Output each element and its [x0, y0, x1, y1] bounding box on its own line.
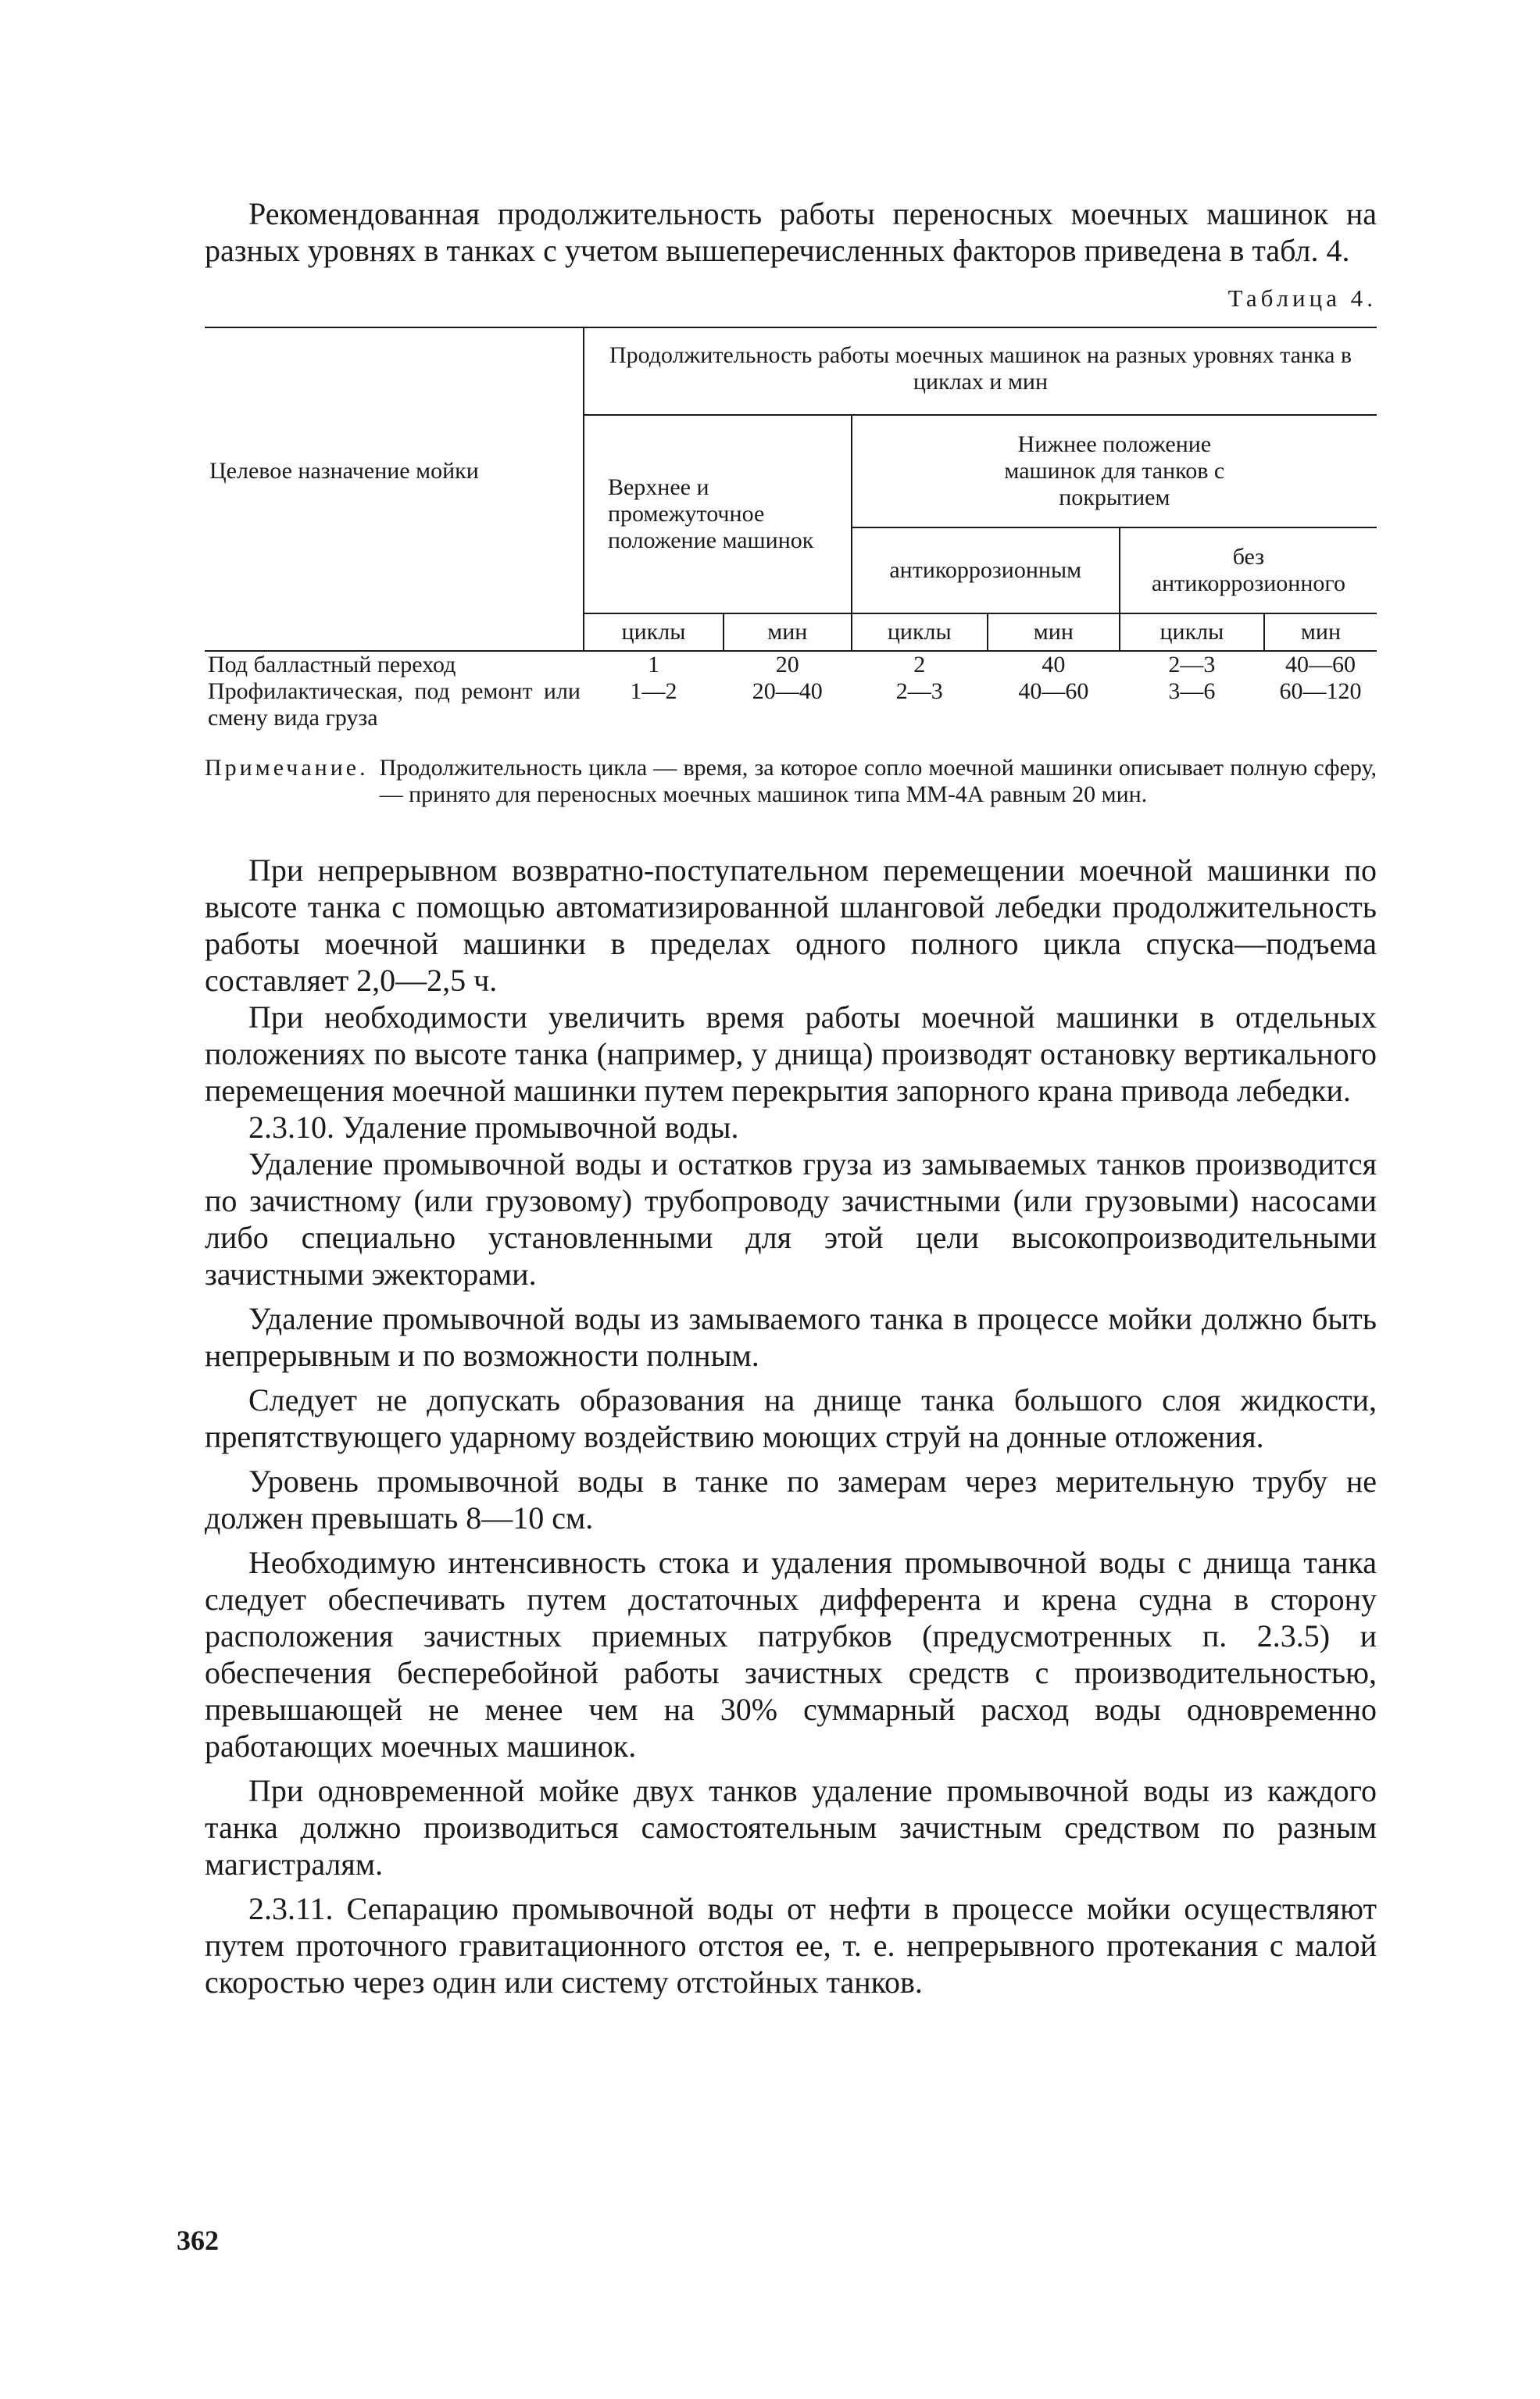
note-label: Примечание.	[205, 755, 369, 781]
row-value: 20	[775, 652, 799, 678]
body-paragraphs	[205, 852, 1377, 2000]
unit-cycles: циклы	[852, 613, 988, 651]
row-value: 2	[913, 652, 926, 678]
row-value: 40—60	[1285, 652, 1356, 678]
page-number: 362	[177, 2225, 219, 2256]
header-duration-group: Продолжительность работы моечных машинок на разных уровнях танка в циклах и мин	[584, 327, 1377, 415]
unit-minutes: мин	[1264, 613, 1377, 651]
paragraph: Уровень промывочной воды в танке по замерам через мерительную трубу не должен превышать 8—10 см.	[205, 1464, 1377, 1536]
unit-cycles: циклы	[584, 613, 724, 651]
paragraph: 2.3.11. Сепарацию промывочной воды от нефти в процессе мойки осуществляют путем проточного гравитационного отстоя ее, т. е. непрерывного протекания с малой скоростью через один или систему отстойных танков.	[205, 1891, 1377, 2000]
table-4	[205, 327, 1377, 731]
row-value: 40	[1042, 652, 1066, 678]
table-row	[205, 678, 1377, 731]
row-value: 1	[647, 652, 659, 678]
row-purpose: Под балластный переход	[208, 652, 456, 678]
intro-paragraph: Рекомендованная продолжительность работы переносных моечных машинок на разных уровнях в танках с учетом вышеперечисленных факторов приведена в табл. 4.	[205, 196, 1377, 268]
table-caption: Таблица 4.	[1227, 284, 1377, 312]
page-content	[205, 195, 1377, 2000]
row-purpose: Профилактическая, под ремонт или смену вида груза	[208, 678, 581, 731]
paragraph: При необходимости увеличить время работы моечной машинки в отдельных положениях по высоте танка (например, у днища) производят остановку вертикального перемещения моечной машинки путем перекрытия запорного крана привода лебедки.	[205, 999, 1377, 1108]
row-value: 20—40	[752, 678, 823, 704]
section-heading: 2.3.10. Удаление промывочной воды.	[248, 1110, 739, 1145]
paragraph: При одновременной мойке двух танков удаление промывочной воды из каждого танка должно производиться самостоятельным зачистным средством по разным магистралям.	[205, 1773, 1377, 1882]
note-text: Продолжительность цикла — время, за которое сопло моечной машинки описывает полную сферу, — принято для переносных моечных машинок типа ММ-4А равным 20 мин.	[379, 755, 1377, 807]
unit-minutes: мин	[724, 613, 852, 651]
washing-duration-table	[205, 327, 1377, 731]
header-purpose: Целевое назначение мойки	[205, 327, 584, 613]
row-value: 1—2	[630, 678, 677, 704]
paragraph: Следует не допускать образования на днище танка большого слоя жидкости, препятствующего ударному воздействию моющих струй на донные отложения.	[205, 1382, 1377, 1454]
header-upper-position: Верхнее и промежуточное положение машинок	[584, 415, 852, 613]
header-lower-position: Нижнее положение машинок для танков с покрытием	[852, 415, 1377, 527]
row-value: 40—60	[1018, 678, 1089, 704]
row-value: 60—120	[1279, 678, 1362, 704]
unit-minutes: мин	[988, 613, 1120, 651]
row-value: 3—6	[1168, 678, 1216, 704]
paragraph: При непрерывном возвратно-поступательном перемещении моечной машинки по высоте танка с помощью автоматизированной шланговой лебедки продолжительность работы моечной машинки в пределах одного полного цикла спуска—подъема составляет 2,0—2,5 ч.	[205, 853, 1377, 998]
unit-cycles: циклы	[1120, 613, 1264, 651]
row-value: 2—3	[895, 678, 943, 704]
paragraph: Удаление промывочной воды и остатков груза из замываемых танков производится по зачистному (или грузовому) трубопроводу зачистными (или грузовыми) насосами либо специально установленными для этой цели высокопроизводительными зачистными эжекторами.	[205, 1146, 1377, 1292]
paragraph: Необходимую интенсивность стока и удаления промывочной воды с днища танка следует обеспечивать путем достаточных дифферента и крена судна в сторону расположения зачистных приемных патрубков (предусмотренных п. 2.3.5) и обеспечения бесперебойной работы зачистных средств с производительностью, превышающей не менее чем на 30% суммарный расход воды одновременно работающих моечных машинок.	[205, 1545, 1377, 1764]
table-row	[205, 651, 1377, 678]
header-no-anticorrosion: без антикоррозионного	[1120, 527, 1377, 613]
row-value: 2—3	[1168, 652, 1216, 678]
header-anticorrosion: антикоррозионным	[852, 527, 1120, 613]
table-note	[205, 755, 1377, 808]
paragraph: Удаление промывочной воды из замываемого танка в процессе мойки должно быть непрерывным и по возможности полным.	[205, 1301, 1377, 1373]
